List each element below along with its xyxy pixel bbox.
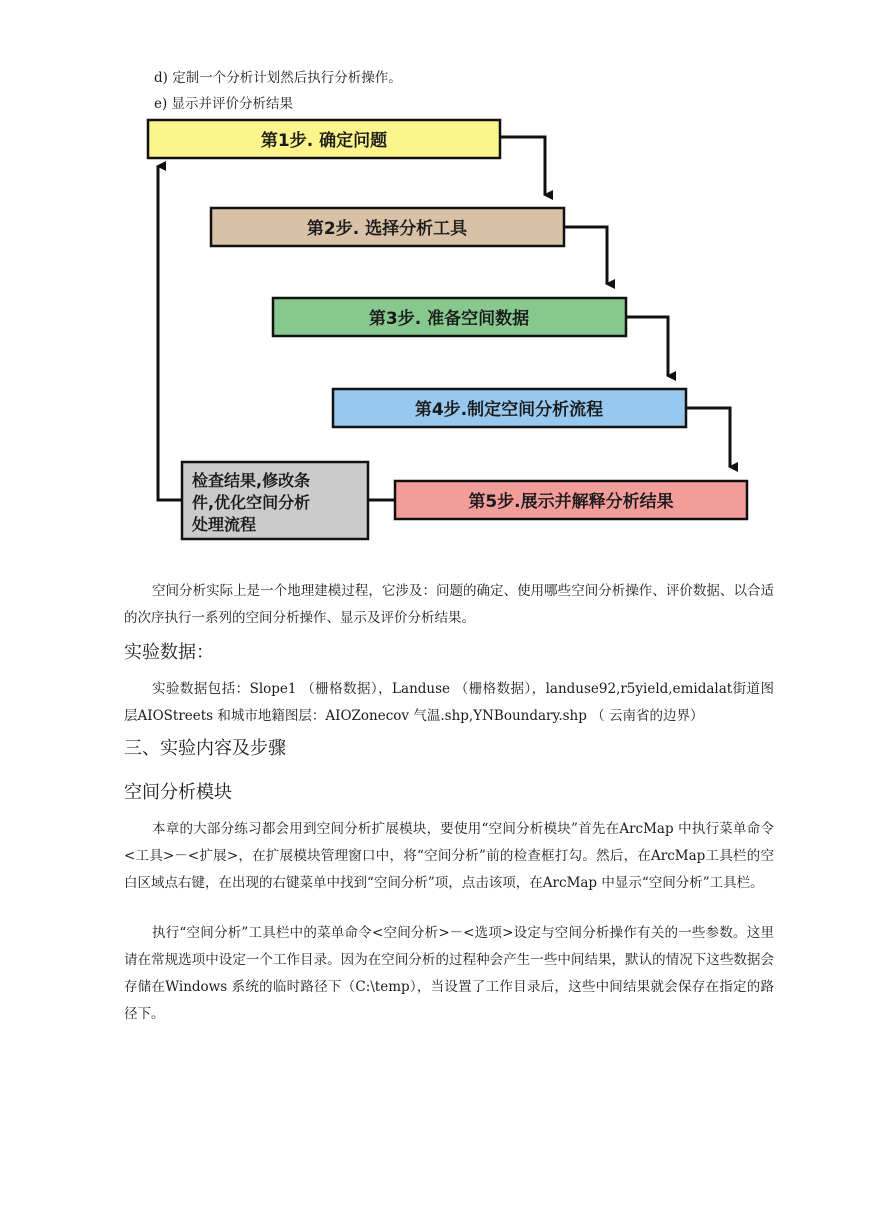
- step-label-4: 第4步.制定空间分析流程: [414, 400, 604, 420]
- arrow-step4-to-step5: [686, 408, 730, 467]
- step-label-5: 第5步.展示并解释分析结果: [468, 492, 674, 512]
- data-paragraph: 实验数据包括：Slope1 （栅格数据），Landuse （栅格数据），landuse92,r5yield,emidalat街道图层AIOStreets 和城市地籍图层：AIOZonecov 气温.shp,YNBoundary.shp （ 云南省的边界）: [124, 681, 774, 724]
- list-item-e: e) 显示并评价分析结果: [154, 96, 294, 112]
- step-label-1: 第1步. 确定问题: [260, 131, 388, 151]
- step-box-1: [148, 120, 500, 158]
- step-box-5: [395, 481, 747, 519]
- section-heading: 三、实验内容及步骤: [124, 738, 286, 759]
- feedback-line-2: 件,优化空间分析: [192, 493, 311, 512]
- step-box-2: [211, 208, 564, 246]
- module-heading: 空间分析模块: [124, 782, 232, 803]
- feedback-box: [182, 462, 368, 539]
- module-paragraph-1: 本章的大部分练习都会用到空间分析扩展模块，要使用“空间分析模块”首先在ArcMap 中执行菜单命令<工具>－<扩展>，在扩展模块管理窗口中，将“空间分析”前的检查框打勾。然后，在ArcMap工具栏的空白区域点右键，在出现的右键菜单中找到“空间分析”项，点击该项，在ArcMap 中显示“空间分析”工具栏。: [124, 821, 774, 891]
- module-paragraph-2: 执行“空间分析”工具栏中的菜单命令<空间分析>－<选项>设定与空间分析操作有关的一些参数。这里请在常规选项中设定一个工作目录。因为在空间分析的过程种会产生一些中间结果，默认的情况下这些数据会存储在Windows 系统的临时路径下（C:\temp），当设置了工作目录后，这些中间结果就会保存在指定的路径下。: [124, 925, 774, 1022]
- step-label-3: 第3步. 准备空间数据: [368, 309, 530, 329]
- list-item-d: d) 定制一个分析计划然后执行分析操作。: [154, 70, 402, 86]
- arrow-step3-to-step4: [626, 317, 668, 376]
- feedback-line-3: 处理流程: [192, 515, 257, 534]
- step-box-3: [273, 298, 626, 336]
- step-box-4: [333, 389, 686, 427]
- arrow-step2-to-step3: [564, 227, 607, 284]
- arrow-feedback-to-step1: [158, 166, 182, 500]
- intro-paragraph: 空间分析实际上是一个地理建模过程，它涉及：问题的确定、使用哪些空间分析操作、评价数据、以合适的次序执行一系列的空间分析操作、显示及评价分析结果。: [124, 583, 774, 626]
- step-label-2: 第2步. 选择分析工具: [306, 219, 468, 239]
- feedback-line-1: 检查结果,修改条: [192, 471, 311, 490]
- analysis-flowchart: [140, 112, 760, 552]
- arrow-step1-to-step2: [500, 137, 545, 195]
- data-heading: 实验数据：: [124, 642, 214, 663]
